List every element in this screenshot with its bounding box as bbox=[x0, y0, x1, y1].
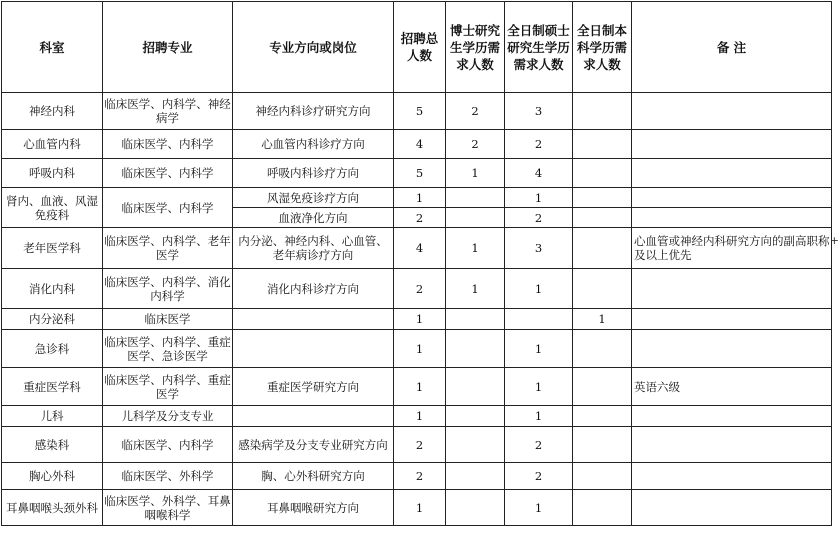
cell-bachelor bbox=[573, 490, 632, 526]
cell-phd bbox=[446, 406, 505, 427]
cell-major: 临床医学、内科学、神经病学 bbox=[103, 93, 233, 130]
cell-direction bbox=[233, 309, 394, 330]
cell-direction: 消化内科诊疗方向 bbox=[233, 269, 394, 309]
cell-dept: 心血管内科 bbox=[2, 130, 103, 159]
cell-master: 3 bbox=[505, 228, 573, 269]
cell-bachelor bbox=[573, 463, 632, 490]
cell-direction: 内分泌、神经内科、心血管、老年病诊疗方向 bbox=[233, 228, 394, 269]
cell-note bbox=[632, 490, 832, 526]
cell-master: 1 bbox=[505, 269, 573, 309]
table-row bbox=[2, 269, 832, 309]
cell-master: 1 bbox=[505, 188, 573, 208]
cell-phd bbox=[446, 427, 505, 463]
header-phd: 博士研究生学历需求人数 bbox=[446, 2, 505, 93]
cell-master: 3 bbox=[505, 93, 573, 130]
table-row bbox=[2, 463, 832, 490]
cell-bachelor bbox=[573, 93, 632, 130]
table-row bbox=[2, 490, 832, 526]
cell-note bbox=[632, 208, 832, 228]
cell-phd bbox=[446, 463, 505, 490]
cell-total: 1 bbox=[394, 368, 446, 406]
cell-dept: 急诊科 bbox=[2, 330, 103, 368]
header-major: 招聘专业 bbox=[103, 2, 233, 93]
cell-major: 临床医学、内科学 bbox=[103, 130, 233, 159]
cell-master: 1 bbox=[505, 368, 573, 406]
cell-bachelor bbox=[573, 368, 632, 406]
table-row bbox=[2, 130, 832, 159]
cell-note bbox=[632, 330, 832, 368]
table-row bbox=[2, 427, 832, 463]
cell-bachelor bbox=[573, 228, 632, 269]
cell-dept: 消化内科 bbox=[2, 269, 103, 309]
cell-bachelor bbox=[573, 130, 632, 159]
cell-bachelor bbox=[573, 188, 632, 208]
cell-direction: 风湿免疫诊疗方向 bbox=[233, 188, 394, 208]
cell-master: 4 bbox=[505, 159, 573, 188]
cell-direction: 呼吸内科诊疗方向 bbox=[233, 159, 394, 188]
header-row bbox=[2, 2, 832, 93]
cell-dept: 内分泌科 bbox=[2, 309, 103, 330]
table-row bbox=[2, 330, 832, 368]
recruitment-table bbox=[1, 1, 832, 526]
cell-direction: 神经内科诊疗研究方向 bbox=[233, 93, 394, 130]
cell-dept: 肾内、血液、风湿免疫科 bbox=[2, 188, 103, 228]
table-row bbox=[2, 93, 832, 130]
cell-direction: 心血管内科诊疗方向 bbox=[233, 130, 394, 159]
cell-dept: 耳鼻咽喉头颈外科 bbox=[2, 490, 103, 526]
cell-bachelor bbox=[573, 159, 632, 188]
cell-total: 1 bbox=[394, 406, 446, 427]
cell-phd bbox=[446, 188, 505, 208]
cell-dept: 儿科 bbox=[2, 406, 103, 427]
cell-direction: 感染病学及分支专业研究方向 bbox=[233, 427, 394, 463]
cell-direction: 耳鼻咽喉研究方向 bbox=[233, 490, 394, 526]
cell-total: 1 bbox=[394, 490, 446, 526]
cell-total: 4 bbox=[394, 228, 446, 269]
cell-dept: 神经内科 bbox=[2, 93, 103, 130]
cell-total: 5 bbox=[394, 93, 446, 130]
header-direction: 专业方向或岗位 bbox=[233, 2, 394, 93]
cell-direction: 重症医学研究方向 bbox=[233, 368, 394, 406]
cell-major: 临床医学、内科学、消化内科学 bbox=[103, 269, 233, 309]
header-note: 备 注 bbox=[632, 2, 832, 93]
cell-total: 2 bbox=[394, 208, 446, 228]
cell-dept: 感染科 bbox=[2, 427, 103, 463]
cell-major: 临床医学、内科学、重症医学 bbox=[103, 368, 233, 406]
cell-direction: 血液净化方向 bbox=[233, 208, 394, 228]
cell-note bbox=[632, 269, 832, 309]
cell-phd bbox=[446, 208, 505, 228]
cell-major: 临床医学、外科学 bbox=[103, 463, 233, 490]
cell-major: 临床医学、内科学、重症医学、急诊医学 bbox=[103, 330, 233, 368]
cell-major: 儿科学及分支专业 bbox=[103, 406, 233, 427]
cell-bachelor: 1 bbox=[573, 309, 632, 330]
cell-note bbox=[632, 159, 832, 188]
cell-total: 5 bbox=[394, 159, 446, 188]
cell-dept: 胸心外科 bbox=[2, 463, 103, 490]
cell-note bbox=[632, 93, 832, 130]
cell-total: 1 bbox=[394, 309, 446, 330]
table-row bbox=[2, 368, 832, 406]
header-dept: 科室 bbox=[2, 2, 103, 93]
cell-note: 心血管或神经内科研究方向的副高职称及以上优先 bbox=[632, 228, 832, 269]
table-row bbox=[2, 188, 832, 208]
cell-direction bbox=[233, 330, 394, 368]
cell-master: 2 bbox=[505, 427, 573, 463]
cell-major: 临床医学、外科学、耳鼻咽喉科学 bbox=[103, 490, 233, 526]
cell-note bbox=[632, 309, 832, 330]
cell-master: 2 bbox=[505, 463, 573, 490]
cell-bachelor bbox=[573, 406, 632, 427]
cell-major: 临床医学、内科学 bbox=[103, 188, 233, 228]
cell-dept: 老年医学科 bbox=[2, 228, 103, 269]
cell-master: 1 bbox=[505, 330, 573, 368]
cell-note bbox=[632, 463, 832, 490]
cell-phd bbox=[446, 490, 505, 526]
cell-phd: 1 bbox=[446, 269, 505, 309]
cell-dept: 呼吸内科 bbox=[2, 159, 103, 188]
cell-phd: 2 bbox=[446, 130, 505, 159]
cell-phd: 1 bbox=[446, 228, 505, 269]
table-row bbox=[2, 406, 832, 427]
cell-dept: 重症医学科 bbox=[2, 368, 103, 406]
cell-master: 2 bbox=[505, 208, 573, 228]
header-total: 招聘总人数 bbox=[394, 2, 446, 93]
cell-note bbox=[632, 427, 832, 463]
cell-phd: 2 bbox=[446, 93, 505, 130]
cell-note bbox=[632, 188, 832, 208]
cell-total: 1 bbox=[394, 330, 446, 368]
table-row bbox=[2, 309, 832, 330]
header-bachelor: 全日制本科学历需求人数 bbox=[573, 2, 632, 93]
cell-major: 临床医学 bbox=[103, 309, 233, 330]
cell-total: 1 bbox=[394, 188, 446, 208]
cell-major: 临床医学、内科学、老年医学 bbox=[103, 228, 233, 269]
cell-direction bbox=[233, 406, 394, 427]
cell-bachelor bbox=[573, 427, 632, 463]
table-row bbox=[2, 228, 832, 269]
add-column-icon[interactable]: + bbox=[829, 234, 839, 247]
cell-master: 2 bbox=[505, 130, 573, 159]
cell-total: 2 bbox=[394, 269, 446, 309]
cell-total: 2 bbox=[394, 427, 446, 463]
cell-master: 1 bbox=[505, 490, 573, 526]
header-master: 全日制硕士研究生学历需求人数 bbox=[505, 2, 573, 93]
cell-phd bbox=[446, 309, 505, 330]
cell-bachelor bbox=[573, 330, 632, 368]
cell-bachelor bbox=[573, 269, 632, 309]
cell-bachelor bbox=[573, 208, 632, 228]
cell-master: 1 bbox=[505, 406, 573, 427]
cell-major: 临床医学、内科学 bbox=[103, 427, 233, 463]
cell-direction: 胸、心外科研究方向 bbox=[233, 463, 394, 490]
cell-phd: 1 bbox=[446, 159, 505, 188]
cell-note: 英语六级 bbox=[632, 368, 832, 406]
cell-phd bbox=[446, 368, 505, 406]
cell-note bbox=[632, 130, 832, 159]
cell-major: 临床医学、内科学 bbox=[103, 159, 233, 188]
cell-note bbox=[632, 406, 832, 427]
cell-master bbox=[505, 309, 573, 330]
cell-total: 2 bbox=[394, 463, 446, 490]
table-row bbox=[2, 159, 832, 188]
cell-phd bbox=[446, 330, 505, 368]
cell-total: 4 bbox=[394, 130, 446, 159]
